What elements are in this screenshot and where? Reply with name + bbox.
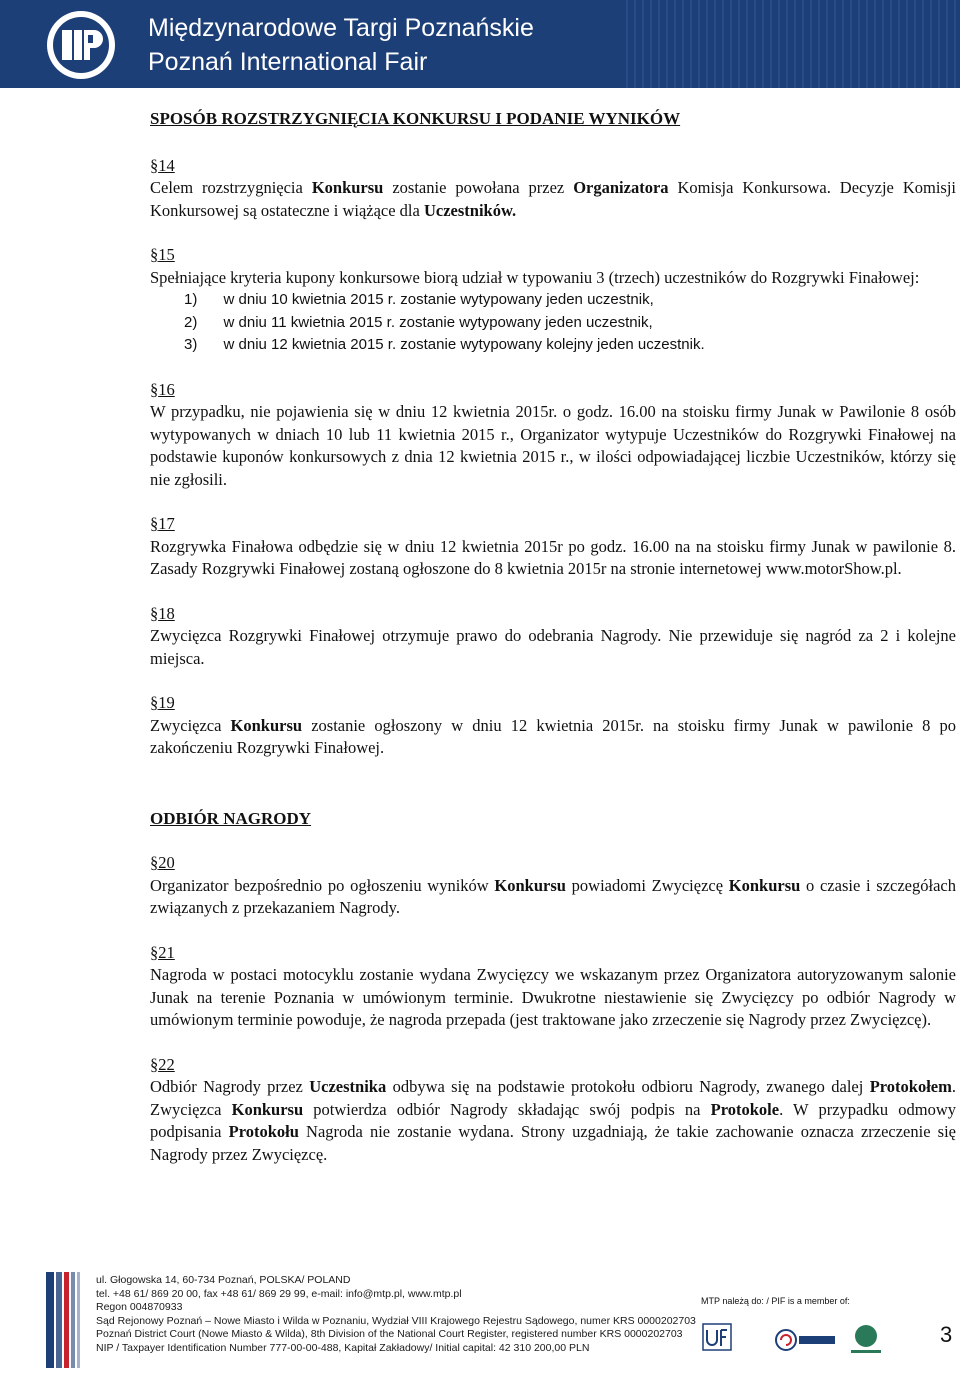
document-body [150,108,956,1166]
paragraph-number: §16 [150,379,175,399]
list-item: 1) w dniu 10 kwietnia 2015 r. zostanie wytypowany jeden uczestnik, [184,291,654,308]
paragraph-number: §21 [150,942,175,962]
footer-contact [96,1274,696,1355]
ufi-logo-icon [703,1324,731,1350]
paragraph-number: §20 [150,853,175,872]
footer-bars-icon [46,1272,86,1368]
footer-line: ul. Głogowska 14, 60-734 Poznań, POLSKA/ POLAND [96,1274,351,1286]
page-number: 3 [940,1322,953,1347]
paragraph-text: Zwycięzca Konkursu zostanie ogłoszony w dniu 12 kwietnia 2015r. na stoisku firmy Junak w pawilonie 8 po zakończeniu Rozgrywki Finałowej. [150,715,956,757]
paragraph-text: Organizator bezpośrednio po ogłoszeniu wyników Konkursu powiadomi Zwycięzcę Konkursu o czasie i szczegółach związanych z przekazaniem Nagrody. [150,875,956,917]
paragraph-21 [150,942,956,1032]
header-title-pl: Międzynarodowe Targi Poznańskie [148,14,534,42]
paragraph-text: Celem rozstrzygnięcia Konkursu zostanie powołana przez Organizatora Komisja Konkursowa. Decyzje Komisji Konkursowej są ostateczne i wiążące dla Uczestników. [150,178,956,220]
paragraph-20 [150,852,956,920]
paragraph-number: §19 [150,693,175,712]
paragraph-number: §17 [150,514,175,533]
section-title-prize: ODBIÓR NAGRODY [150,808,312,828]
header-banner [0,0,960,88]
centrex-logo-icon [776,1330,835,1350]
membership-logos-icon [701,1318,891,1363]
paragraph-text: Nagroda w postaci motocyklu zostanie wydana Zwycięzcy we wskazanym przez Organizatora autoryzowanym salonie Junak na terenie Poznania w umówionym terminie. Dwukrotne niestawienie się Zwycięzcy po odbiór Nagrody w umówionym terminie powoduje, że nagroda przepada (jest traktowane jako zrzeczenie się Nagrody przez Zwycięzcę). [150,965,956,1029]
selection-list [150,289,956,357]
section-title-results: SPOSÓB ROZSTRZYGNIĘCIA KONKURSU I PODANIE WYNIKÓW [150,109,681,128]
paragraph-18 [150,603,956,671]
list-item: 3) w dniu 12 kwietnia 2015 r. zostanie wytypowany kolejny jeden uczestnik. [184,336,705,353]
footer-line: Regon 004870933 [96,1301,183,1313]
paragraph-text: Odbiór Nagrody przez Uczestnika odbywa się na podstawie protokołu odbioru Nagrody, zwanego dalej Protokołem. Zwycięzca Konkursu potwierdza odbiór Nagrody składając swój podpis na Protokole. W przypadku odmowy podpisania Protokołu Nagroda nie zostanie wydana. Strony uzgadniają, że takie zachowanie oznacza zrzeczenie się Nagrody przez Zwycięzcę. [150,1077,957,1164]
paragraph-number: §22 [150,1054,175,1074]
paragraph-19 [150,692,956,760]
paragraph-number: §14 [150,155,175,175]
paragraph-text: Zwycięzca Rozgrywki Finałowej otrzymuje prawo do odebrania Nagrody. Nie przewiduje się nagród za 2 i kolejne miejsca. [150,626,956,668]
header-title-en: Poznań International Fair [148,48,428,76]
footer [46,1268,850,1368]
paragraph-text: Spełniające kryteria kupony konkursowe biorą udział w typowaniu 3 (trzech) uczestników do Rozgrywki Finałowej: [150,267,920,287]
paragraph-17 [150,513,956,581]
paragraph-16 [150,379,956,492]
footer-line: NIP / Taxpayer Identification Number 777-00-00-488, Kapitał Zakładowy/ Initial capital: 42 310 200,00 PLN [96,1341,590,1354]
paragraph-22 [150,1054,956,1167]
paragraph-number: §18 [150,603,175,623]
paragraph-text: W przypadku, nie pojawienia się w dniu 12 kwietnia 2015r. o godz. 16.00 na stoisku firmy Junak w Pawilonie 8 osób wytypowanych w dniach 10 lub 11 kwietnia 2015 r., Organizator wytypuje Uczestników do Rozgrywki Finałowej na podstawie kuponów konkursowych z dnia 12 kwietnia 2015 r., w ilości odpowiadającej liczbie Uczestników, którzy się nie zgłosili. [150,402,956,489]
paragraph-15 [150,244,956,357]
pif-logo-icon [851,1325,881,1353]
membership-label: MTP należą do: / PIF is a member of: [701,1296,850,1306]
paragraph-14 [150,155,956,223]
paragraph-number: §15 [150,245,175,264]
paragraph-text: Rozgrywka Finałowa odbędzie się w dniu 12 kwietnia 2015r po godz. 16.00 na na stoisku firmy Junak w pawilonie 8. Zasady Rozgrywki Finałowej zostaną ogłoszone do 8 kwietnia 2015r na stronie internetowej www.motorShow.pl. [150,536,956,578]
mtp-logo-icon [44,8,118,82]
footer-line: tel. +48 61/ 869 20 00, fax +48 61/ 869 29 99, e-mail: info@mtp.pl, www.mtp.pl [96,1287,462,1300]
footer-line: Sąd Rejonowy Poznań – Nowe Miasto i Wilda w Poznaniu, Wydział VIII Krajowego Rejestru Sądowego, numer KRS 0000202703 [96,1314,696,1327]
list-item: 2) w dniu 11 kwietnia 2015 r. zostanie wytypowany jeden uczestnik, [184,313,653,331]
footer-line: Poznań District Court (Nowe Miasto & Wilda), 8th Division of the National Court Register, registered number KRS 0000202703 [96,1328,683,1340]
banner-pattern [620,0,960,88]
